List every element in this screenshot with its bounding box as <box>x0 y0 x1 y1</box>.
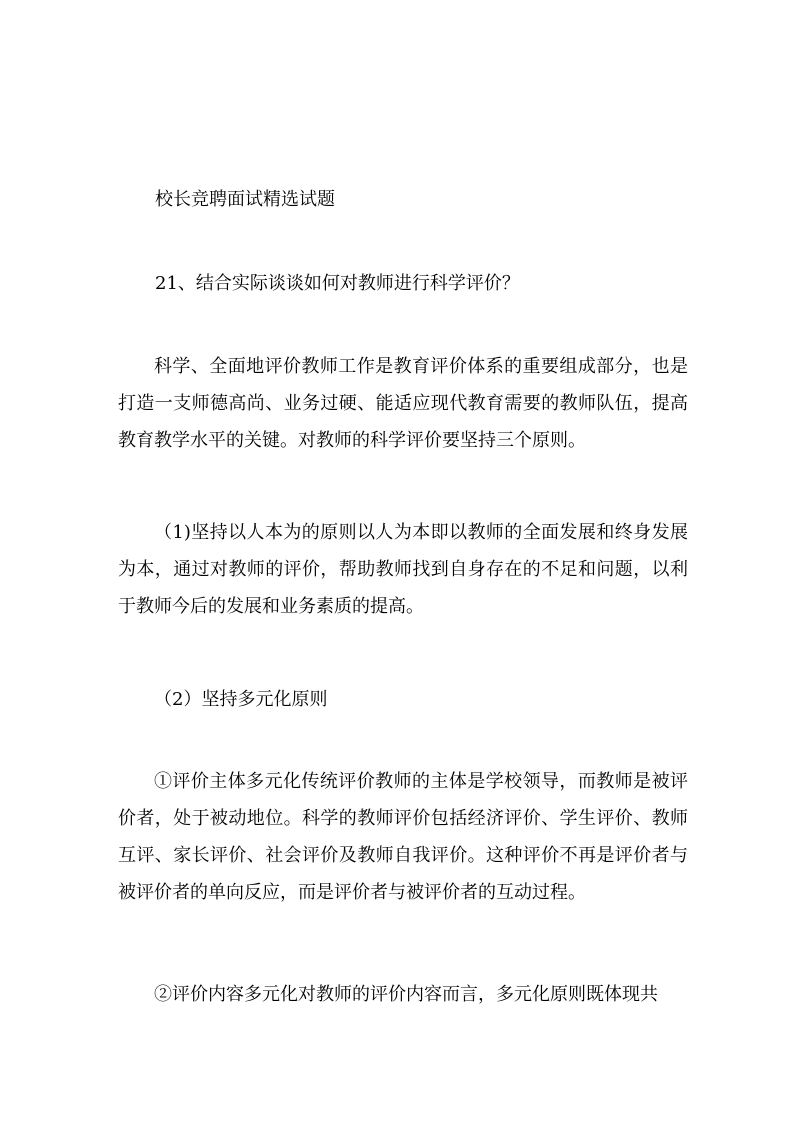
paragraph-evaluator-diversity: ①评价主体多元化传统评价教师的主体是学校领导，而教师是被评价者，处于被动地位。科学的教师评价包括经济评价、学生评价、教师互评、家长评价、社会评价及教师自我评价。这种评价不再是评价者与被评价者的单向反应，而是评价者与被评价者的互动过程。 <box>118 771 688 903</box>
paragraph-intro: 科学、全面地评价教师工作是教育评价体系的重要组成部分，也是打造一支师德高尚、业务过硬、能适应现代教育需要的教师队伍，提高教育教学水平的关键。对教师的科学评价要坚持三个原则。 <box>118 356 688 451</box>
paragraph-principle-1: （1)坚持以人本为的原则以人为本即以教师的全面发展和终身发展为本，通过对教师的评价，帮助教师找到自身存在的不足和问题，以利于教师今后的发展和业务素质的提高。 <box>118 522 688 617</box>
paragraph-content-diversity: ②评价内容多元化对教师的评价内容而言，多元化原则既体现共 <box>154 984 658 1005</box>
paragraph-principle-2-heading: （2）坚持多元化原则 <box>154 689 328 710</box>
document-title: 校长竞聘面试精选试题 <box>155 189 335 210</box>
question-heading: 21、结合实际谈谈如何对教师进行科学评价？ <box>155 273 520 294</box>
